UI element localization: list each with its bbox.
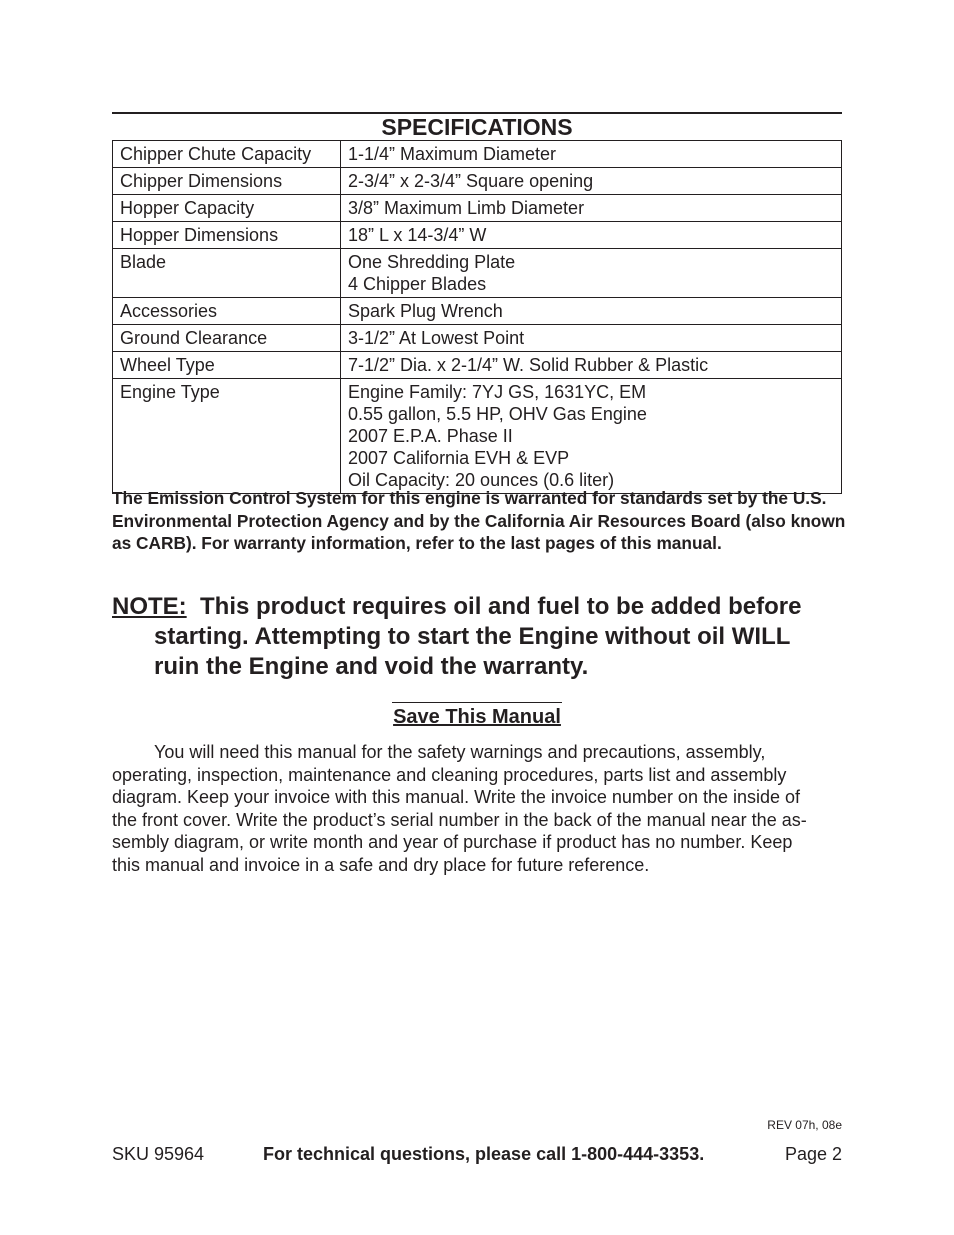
specifications-table [112,140,842,494]
spec-value-line: Engine Family: 7YJ GS, 1631YC, EM [348,382,647,402]
spec-value [341,249,842,298]
spec-value-line: 2-3/4” x 2-3/4” Square opening [348,171,594,191]
note-line-1 [112,592,852,622]
spec-row [113,195,842,222]
spec-value-line: 2007 E.P.A. Phase II [348,426,513,446]
save-manual-line: operating, inspection, maintenance and cleaning procedures, parts list and assembly [112,764,787,785]
spec-row [113,379,842,494]
save-manual-title: Save This Manual [392,702,562,730]
spec-row [113,141,842,168]
spec-value [341,379,842,494]
save-manual-line: sembly diagram, or write month and year of purchase if product has no number. Keep [112,832,793,852]
spec-value [341,325,842,352]
spec-value-line: 18” L x 14-3/4” W [348,225,487,245]
spec-label: Hopper Dimensions [113,222,341,249]
spec-row [113,298,842,325]
spec-label: Chipper Dimensions [113,168,341,195]
technical-support-line: For technical questions, please call 1-800-444-3353. [263,1144,705,1164]
spec-value-line: Spark Plug Wrench [348,301,503,321]
spec-row [113,352,842,379]
spec-value-line: 3-1/2” At Lowest Point [348,328,525,348]
sku-number: SKU 95964 [112,1144,205,1164]
save-manual-paragraph [112,741,852,876]
spec-row [113,168,842,195]
specifications-title: SPECIFICATIONS [112,112,842,140]
spec-label: Blade [113,249,341,298]
spec-value-line: 0.55 gallon, 5.5 HP, OHV Gas Engine [348,404,647,424]
spec-value-line: 1-1/4” Maximum Diameter [348,144,557,164]
spec-value-line: 2007 California EVH & EVP [348,448,570,468]
spec-label: Engine Type [113,379,341,494]
spec-value [341,141,842,168]
spec-value [341,298,842,325]
spec-row [113,325,842,352]
revision-label: REV 07h, 08e [767,1118,842,1132]
spec-value [341,352,842,379]
spec-label: Chipper Chute Capacity [113,141,341,168]
spec-value [341,195,842,222]
note-block [112,592,852,682]
page-footer [112,1142,842,1166]
spec-value-line: 7-1/2” Dia. x 2-1/4” W. Solid Rubber & Plastic [348,355,709,375]
spec-row [113,249,842,298]
spec-value [341,222,842,249]
save-manual-line: the front cover. Write the product’s serial number in the back of the manual near the as- [112,809,807,830]
note-line-2: starting. Attempting to start the Engine without oil WILL [154,623,791,650]
spec-row [113,222,842,249]
spec-label: Ground Clearance [113,325,341,352]
spec-value-line: 4 Chipper Blades [348,274,487,294]
spec-label: Wheel Type [113,352,341,379]
spec-value-line: 3/8” Maximum Limb Diameter [348,198,585,218]
spec-value-line: Oil Capacity: 20 ounces (0.6 liter) [348,470,615,490]
save-manual-line: diagram. Keep your invoice with this manual. Write the invoice number on the inside of [112,787,801,807]
spec-label: Accessories [113,298,341,325]
specifications-table-body [113,141,842,494]
page-number: Page 2 [784,1144,842,1164]
save-manual-heading [112,702,842,730]
note-text-1: This product requires oil and fuel to be added before [200,593,802,620]
note-line-3: ruin the Engine and void the warranty. [154,653,589,680]
spec-label: Hopper Capacity [113,195,341,222]
note-label: NOTE: [112,593,187,620]
spec-value [341,168,842,195]
save-manual-line: this manual and invoice in a safe and dry place for future reference. [112,854,650,875]
emission-warranty-text: The Emission Control System for this engine is warranted for standards set by the U.S. Environmental Protection Agency and by the California Air Resources Board (also known as CARB). For warranty information, refer to the last pages of this manual. [112,488,846,553]
save-manual-line: You will need this manual for the safety warnings and precautions, assembly, [154,742,766,762]
spec-value-line: One Shredding Plate [348,252,516,272]
